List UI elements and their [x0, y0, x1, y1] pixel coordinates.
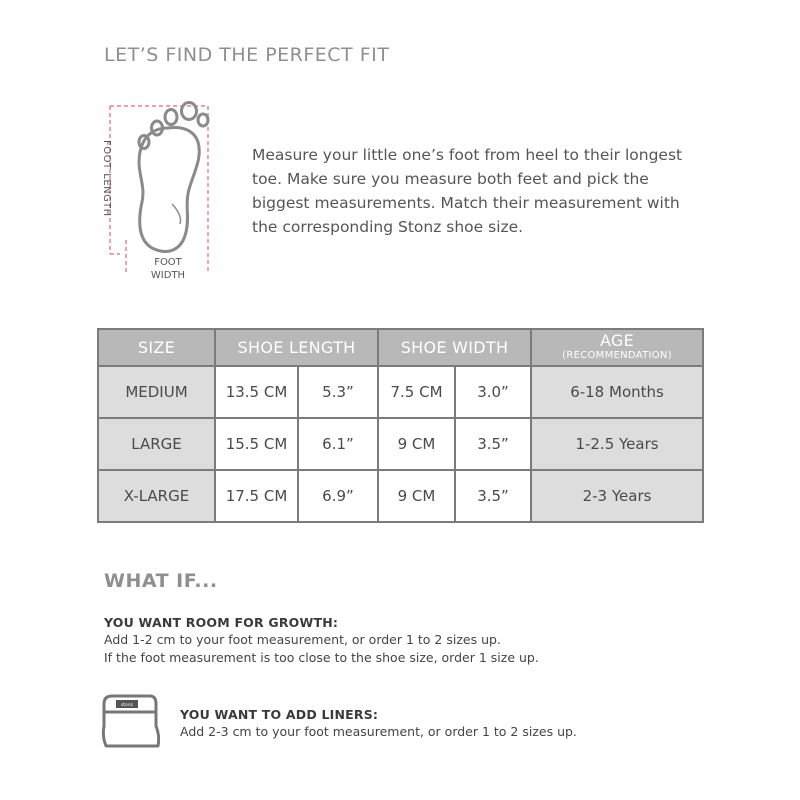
foot-icon [139, 103, 208, 252]
measurement-guides [110, 106, 208, 272]
foot-width-label-line2: WIDTH [150, 270, 186, 281]
header-age-sublabel: (RECOMMENDATION) [562, 350, 672, 361]
instructions-line: the corresponding Stonz shoe size. [252, 218, 524, 236]
liners-line: Add 2-3 cm to your foot measurement, or order 1 to 2 sizes up. [180, 724, 577, 739]
cell-length-in: 6.1” [298, 418, 378, 470]
cell-age: 2-3 Years [531, 470, 703, 522]
table-row [98, 366, 703, 418]
cell-length-cm: 17.5 CM [215, 470, 298, 522]
cell-width-cm: 9 CM [378, 418, 455, 470]
cell-length-cm: 13.5 CM [215, 366, 298, 418]
cell-width-cm: 9 CM [378, 470, 455, 522]
cell-width-in: 3.5” [455, 470, 531, 522]
cell-length-in: 5.3” [298, 366, 378, 418]
header-age-label: AGE [599, 331, 635, 350]
liners-section [180, 706, 740, 741]
table-row [98, 470, 703, 522]
growth-heading: YOU WANT ROOM FOR GROWTH: [104, 615, 339, 630]
cell-width-cm: 7.5 CM [378, 366, 455, 418]
cell-length-in: 6.9” [298, 470, 378, 522]
size-chart-table [97, 328, 704, 523]
cell-size: MEDIUM [98, 366, 215, 418]
cell-size: X-LARGE [98, 470, 215, 522]
table-header-row [98, 329, 703, 366]
header-shoe-length: SHOE LENGTH [215, 329, 378, 366]
cell-width-in: 3.5” [455, 418, 531, 470]
growth-line: Add 1-2 cm to your foot measurement, or order 1 to 2 sizes up. [104, 632, 501, 647]
header-size: SIZE [98, 329, 215, 366]
foot-measurement-diagram [98, 100, 218, 285]
growth-line: If the foot measurement is too close to the shoe size, order 1 size up. [104, 650, 539, 665]
liner-tag-text: stonz [120, 703, 134, 708]
header-shoe-width: SHOE WIDTH [378, 329, 531, 366]
page-title: LET’S FIND THE PERFECT FIT [104, 44, 390, 66]
instructions-line: Measure your little one’s foot from heel to their longest [252, 146, 683, 164]
instructions-line: toe. Make sure you measure both feet and pick the [252, 170, 649, 188]
cell-length-cm: 15.5 CM [215, 418, 298, 470]
measurement-instructions [252, 143, 702, 239]
liner-icon [100, 690, 160, 752]
cell-size: LARGE [98, 418, 215, 470]
foot-width-label-line1: FOOT [154, 257, 182, 268]
liners-heading: YOU WANT TO ADD LINERS: [180, 707, 379, 722]
cell-age: 6-18 Months [531, 366, 703, 418]
what-if-heading: WHAT IF... [104, 570, 218, 592]
cell-width-in: 3.0” [455, 366, 531, 418]
header-age [531, 329, 703, 366]
foot-length-label: FOOT LENGTH [101, 140, 112, 217]
table-row [98, 418, 703, 470]
cell-age: 1-2.5 Years [531, 418, 703, 470]
growth-section [104, 614, 754, 667]
instructions-line: biggest measurements. Match their measurement with [252, 194, 680, 212]
